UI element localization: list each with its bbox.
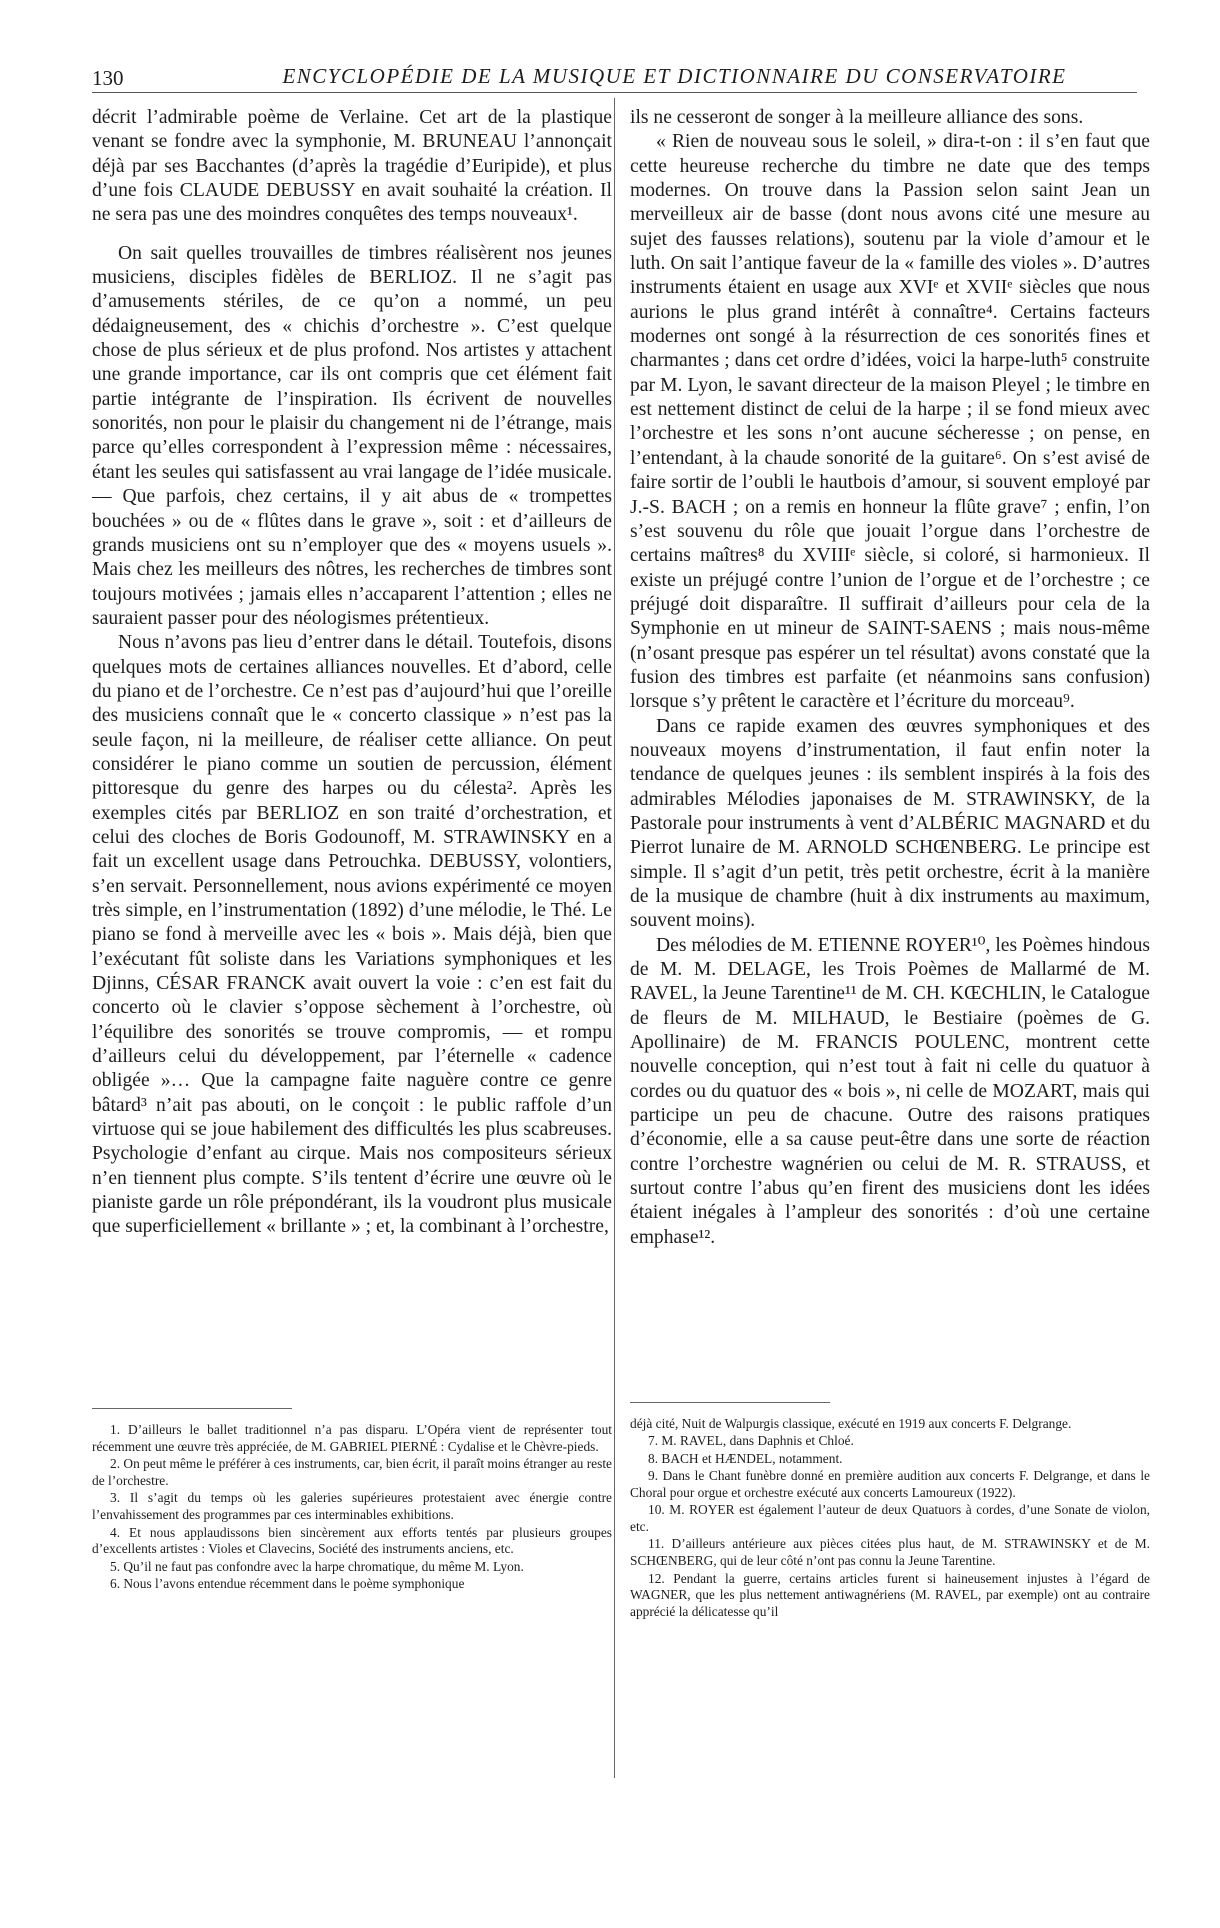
left-column: [92, 106, 612, 1240]
paragraph: décrit l’admirable poème de Verlaine. Cet art de la plastique venant se fondre avec la symphonie, M. BRUNEAU l’annonçait déjà par ses Bacchantes (d’après la tragédie d’Euripide), et plus d’une fois CLAUDE DEBUSSY en avait souhaité la création. Il ne sera pas une des moindres conquêtes des temps nouveaux¹.: [92, 107, 612, 226]
footnote: 10. M. ROYER est également l’auteur de deux Quatuors à cordes, d’une Sonate de violon, etc.: [630, 1502, 1150, 1535]
paragraph: Nous n’avons pas lieu d’entrer dans le détail. Toutefois, disons quelques mots de certaines alliances nouvelles. Et d’abord, celle du piano et de l’orchestre. Ce n’est pas d’aujourd’hui que l’oreille des musiciens connaît que le « concerto classique » n’est pas la seule façon, ni la meilleure, de réaliser cette alliance. On peut considérer le piano comme un soutien de percussion, élément pittoresque du genre des harpes ou du célesta². Après les exemples cités par BERLIOZ en son traité d’orchestration, et celui des cloches de Boris Godounoff, M. STRAWINSKY en a fait un excellent usage dans Petrouchka. DEBUSSY, volontiers, s’en servait. Personnellement, nous avions expérimenté ce moyen très simple, en l’instrumentation (1892) d’une mélodie, le Thé. Le piano se fond à merveille avec les « bois ». Mais déjà, bien que l’exécutant fût soliste dans les Variations symphoniques et les Djinns, CÉSAR FRANCK avait ouvert la voie : c’en est fait du concerto où le clavier s’oppose sèchement à l’orchestre, où l’équilibre des sonorités se trouve compromis, — et rompu d’ailleurs celui du développement, par l’éternelle « cadence obligée »… Que la campagne faite naguère contre ce genre bâtard³ n’ait pas abouti, on le conçoit : le public raffole d’un virtuose qui se joue habilement des difficultés les plus scabreuses. Psychologie d’enfant au cirque. Mais nos compositeurs sérieux n’en tiennent plus compte. S’ils tentent d’écrire une œuvre où le pianiste garde un rôle prépondérant, ils la voudront plus musicale que superficiellement « brillante » ; et, la combinant à l’orchestre,: [92, 632, 612, 1238]
footnotes-left: [92, 1422, 612, 1593]
column-divider: [614, 98, 615, 1778]
footnotes-right: [630, 1416, 1150, 1622]
footnote: 11. D’ailleurs antérieure aux pièces citées plus haut, de M. STRAWINSKY et de M. SCHŒNBERG, qui de leur côté n’ont pas connu la Jeune Tarentine.: [630, 1536, 1150, 1569]
paragraph: On sait quelles trouvailles de timbres réalisèrent nos jeunes musiciens, disciples fidèles de BERLIOZ. Il ne s’agit pas d’amusements stériles, de ce qu’on a nommé, un peu dédaigneusement, des « chichis d’orchestre ». C’est quelque chose de plus sérieux et de plus profond. Nos artistes y attachent une grande importance, car ils ont compris que cet élément fait partie intégrante de l’inspiration. Ils écrivent de nouvelles sonorités, non pour le plaisir du changement ni de l’étrange, mais parce qu’elles correspondent à l’expression même : nécessaires, étant les seules qui satisfassent au vrai langage de l’idée musicale. — Que parfois, chez certains, il y ait abus de « trompettes bouchées » ou de « flûtes dans le grave », soit : et d’ailleurs de grands musiciens ont su n’employer que des « moyens usuels ». Mais chez les meilleurs des nôtres, les recherches de timbres sont toujours motivées ; jamais elles n’accaparent l’attention ; elles ne sauraient passer pour des néologismes prétentieux.: [92, 242, 612, 629]
footnote-rule-right: [630, 1402, 830, 1403]
running-header: [92, 62, 1137, 93]
running-title: ENCYCLOPÉDIE DE LA MUSIQUE ET DICTIONNAIRE DU CONSERVATOIRE: [282, 64, 1067, 88]
footnote: 5. Qu’il ne faut pas confondre avec la harpe chromatique, du même M. Lyon.: [110, 1558, 524, 1574]
footnote: 9. Dans le Chant funèbre donné en première audition aux concerts F. Delgrange, et dans le Choral pour orgue et orchestre exécuté aux concerts Lamoureux (1922).: [630, 1468, 1150, 1500]
right-column: [630, 106, 1150, 1250]
footnote: 3. Il s’agit du temps où les galeries supérieures protestaient avec énergie contre l’envahissement des programmes par ces interminables exhibitions.: [92, 1490, 612, 1523]
footnote: 8. BACH et HÆNDEL, notamment.: [648, 1450, 843, 1466]
footnote: 7. M. RAVEL, dans Daphnis et Chloé.: [648, 1433, 854, 1449]
paragraph: « Rien de nouveau sous le soleil, » dira-t-on : il s’en faut que cette heureuse recherche du timbre ne date que des temps modernes. On trouve dans la Passion selon saint Jean un merveilleux air de basse (dont nous avons cité une mesure au sujet des fausses relations), soutenu par la viole d’amour et le luth. On sait l’antique faveur de la « famille des violes ». D’autres instruments étaient en usage aux XVIᵉ et XVIIᵉ siècles que nous aurions le plus grand intérêt à connaître⁴. Certains facteurs modernes ont songé à la résurrection de ces sonorités fines et charmantes ; dans cet ordre d’idées, voici la harpe-luth⁵ construite par M. Lyon, le savant directeur de la maison Pleyel ; le timbre en est nettement distinct de celui de la harpe ; il se fond mieux avec l’orchestre et les sons n’ont aucune sécheresse ; on pense, en l’entendant, à la chaude sonorité de la guitare⁶. On s’est avisé de faire sortir de l’oubli le hautbois d’amour, si souvent employé par J.-S. BACH ; on a remis en honneur la flûte grave⁷ ; enfin, l’on s’est souvenu du rôle que jouait l’orgue dans l’orchestre de certains maîtres⁸ du XVIIIᵉ siècle, si coloré, si harmonieux. Il existe un préjugé contre l’union de l’orgue et de l’orchestre ; ce préjugé doit disparaître. Il suffirait d’ailleurs pour cela de la Symphonie en ut mineur de SAINT-SAENS ; mais nous-même (n’osant presque pas espérer un tel résultat) avons constaté que la fusion des timbres est parfaite (et néanmoins sans confusion) lorsque s’y prêtent le caractère et l’écriture du morceau⁹.: [630, 131, 1150, 713]
paragraph: Des mélodies de M. ETIENNE ROYER¹⁰, les Poèmes hindous de M. M. DELAGE, les Trois Poèmes de Mallarmé de M. RAVEL, la Jeune Tarentine¹¹ de M. CH. KŒCHLIN, le Catalogue de fleurs de M. MILHAUD, le Bestiaire (poèmes de G. Apollinaire) de M. FRANCIS POULENC, montrent cette nouvelle conception, qui n’est tout à fait ni celle du quatuor à cordes ou du quatuor des « bois », ni celle de MOZART, mais qui participe un peu de chacune. Outre des raisons pratiques d’économie, elle a sa cause peut-être dans une sorte de réaction contre l’orchestre wagnérien ou celui de M. R. STRAUSS, et surtout contre l’abus qu’en firent des musiciens dont les idées étaient inégales à l’ampleur des sonorités : d’où une certaine emphase¹².: [630, 934, 1150, 1248]
footnote: 1. D’ailleurs le ballet traditionnel n’a pas disparu. L’Opéra vient de représenter tout récemment une œuvre très appréciée, de M. GABRIEL PIERNÉ : Cydalise et le Chèvre-pieds.: [92, 1422, 612, 1454]
footnote: 4. Et nous applaudissons bien sincèrement aux efforts tentés par plusieurs groupes d’excellents artistes : Violes et Clavecins, Société des instruments anciens, etc.: [92, 1524, 612, 1557]
paragraph: Dans ce rapide examen des œuvres symphoniques et des nouveaux moyens d’instrumentation, il faut enfin noter la tendance de quelques jeunes : ils semblent inspirés à la fois des admirables Mélodies japonaises de M. STRAWINSKY, de la Pastorale pour instruments à vent d’ALBÉRIC MAGNARD et du Pierrot lunaire de M. ARNOLD SCHŒNBERG. Le principe est simple. Il s’agit d’un petit, très petit orchestre, écrit à la manière de la musique de chambre (huit à dix instruments au maximum, souvent moins).: [630, 715, 1150, 932]
footnote-rule-left: [92, 1408, 292, 1409]
paragraph: ils ne cesseront de songer à la meilleure alliance des sons.: [630, 107, 1084, 128]
footnote: déjà cité, Nuit de Walpurgis classique, exécuté en 1919 aux concerts F. Delgrange.: [630, 1416, 1072, 1431]
page-number: 130: [92, 66, 124, 90]
footnote: 12. Pendant la guerre, certains articles furent si haineusement injustes à l’égard de WAGNER, que les plus nettement antiwagnériens (M. RAVEL, par exemple) ont au contraire apprécié la délicatesse qu’il: [630, 1570, 1150, 1620]
footnote: 6. Nous l’avons entendue récemment dans le poème symphonique: [110, 1576, 465, 1592]
footnote: 2. On peut même le préférer à ces instruments, car, bien écrit, il paraît moins étranger au reste de l’orchestre.: [92, 1456, 612, 1489]
